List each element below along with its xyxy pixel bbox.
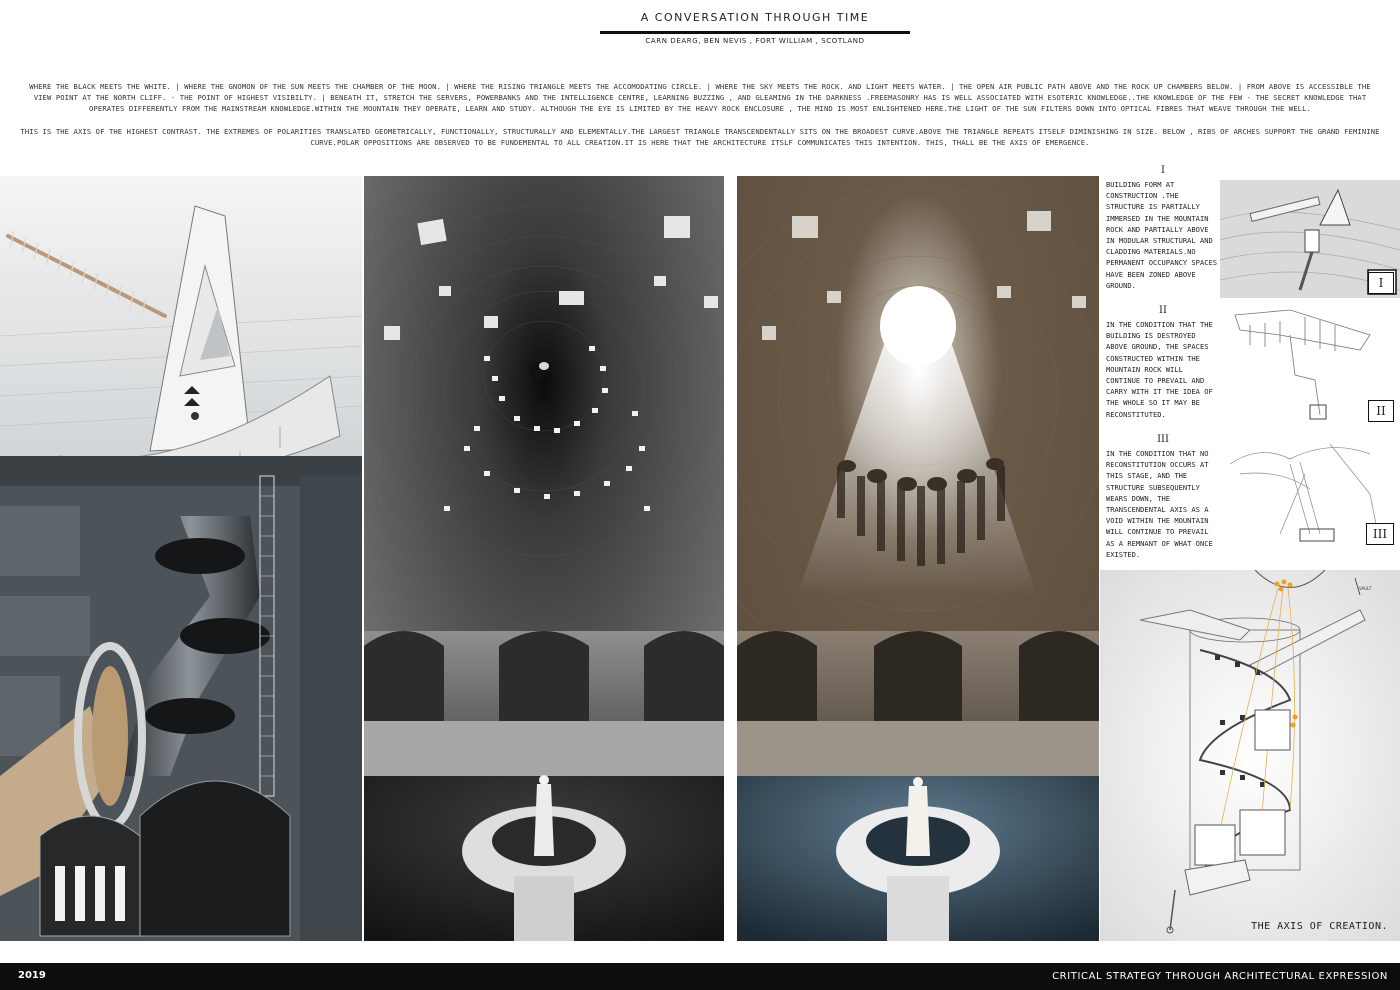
intro-paragraph-1: WHERE THE BLACK MEETS THE WHITE. | WHERE THE GNOMON OF THE SUN MEETS THE CHAMBER OF THE MOON. | WHERE THE RISING TRIANGLE MEETS THE ACCOMODATING CIRCLE. | WHERE THE SKY MEETS THE ROCK. AND LIGHT MEETS WATER. | THE OPEN AIR PUBLIC PATH ABOVE AND THE ROCK UP CHAMBERS BELOW. | FROM ABOVE IS ACCESSIBLE THE VIEW POINT AT THE NORTH CLIFF. - THE POINT OF HIGHEST VISIBILTY. | BENEATH IT, STRETCH THE SERVERS, POWERBANKS AND THE INTELLIGENCE CENTRE, LEARNING BUZZING , AND GLEAMING IN THE DARKNESS .FREEMASONRY HAS IS WELL ASSOCIATED WITH ESOTERIC KNOWLEDGE..THE KNOWLEDGE OF THE FEW - THE SECRET KNOWLEDGE THAT OPERATES DIFFERENTLY FROM THE MAINSTREAM KNOWLEDGE.WITHIN THE MOUNTAIN THEY OPERATE, LEARN AND STUDY. ALTHOUGH THE EYE IS LIMITED BY THE HEAVY ROCK ENCLOSURE , THE MIND IS MOST ENLIGHTENED HERE.THE LIGHT OF THE SUN FILTERS DOWN INTO OPTICAL FIBRES THAT WEAVE THROUGH THE WELL. [29,82,1371,113]
page-title: A CONVERSATION THROUGH TIME [640,11,870,24]
stage-label-box: II [1368,400,1394,422]
footer-bar [0,963,1400,990]
stage-description: IN THE CONDITION THAT NO RECONSTITUTION OCCURS AT THIS STAGE, AND THE STRUCTURE SUBSEQUENTLY WEARS DOWN, THE TRANSCENDENTAL AXIS AS A VOID WITHIN THE MOUNTAIN WILL CONTINUE TO PREVAIL AS A REMNANT OF WHAT ONCE EXISTED. [1106,449,1213,559]
sectional-perspective-image [0,176,362,941]
page-subtitle: CARN DEARG, BEN NEVIS , FORT WILLIAM , SCOTLAND [645,37,865,45]
axis-caption: THE AXIS OF CREATION. [1251,921,1388,932]
axis-of-creation-diagram [1100,570,1400,941]
stage-iii [1100,434,1400,569]
stage-i [1100,165,1400,300]
dome-interior-render-grey [364,176,724,941]
vault-tag: VAULT [1359,586,1372,591]
stage-description: BUILDING FORM AT CONSTRUCTION .THE STRUCTURE IS PARTIALLY IMMERSED IN THE MOUNTAIN ROCK AND PARTIALLY ABOVE IN MODULAR STRUCTURAL AND CLADDING MATERIALS.NO PERMANENT OCCUPANCY SPACES HAVE BEEN ZONED ABOVE GROUND. [1106,180,1218,290]
stage-label-box: I [1368,272,1394,294]
stage-numeral: III [1157,434,1169,445]
intro-paragraph-2: THIS IS THE AXIS OF THE HIGHEST CONTRAST. THE EXTREMES OF POLARITIES TRANSLATED GEOMETRICALLY, FUNCTIONALLY, STRUCTURALLY AND ELEMENTALLY.THE LARGEST TRIANGLE TRANSCENDENTALLY SITS ON THE BROADEST CURVE.ABOVE THE TRIANGLE REPEATS ITSELF DIMINISHING IN SIZE. BELOW , RIBS OF ARCHES SUPPORT THE GRAND FEMININE CURVE.POLAR OPPOSITIONS ARE OBSERVED TO BE FUNDEMENTAL TO ALL CREATION.IT IS HERE THAT THE ARCHITECTURE ITSLF COMMUNICATES THIS INTENTION. THIS, THALL BE THE AXIS OF EMERGENCE. [20,127,1380,147]
stage-numeral: II [1159,305,1167,316]
stage-numeral: I [1161,165,1165,176]
footer-course-title: CRITICAL STRATEGY THROUGH ARCHITECTURAL EXPRESSION [1052,971,1388,982]
stage-ii [1100,305,1400,435]
footer-year: 2019 [18,970,46,981]
stage-description: IN THE CONDITION THAT THE BUILDING IS DESTROYED ABOVE GROUND, THE SPACES CONSTRUCTED WITHIN THE MOUNTAIN ROCK WILL CONTINUE TO PREVAIL AND CARRY WITH IT THE IDEA OF THE WHOLE SO IT MAY BE RECONSTITUTED. [1106,320,1213,419]
title-underline [600,31,910,34]
dome-interior-render-lit [737,176,1099,941]
stage-label-box: III [1366,523,1394,545]
